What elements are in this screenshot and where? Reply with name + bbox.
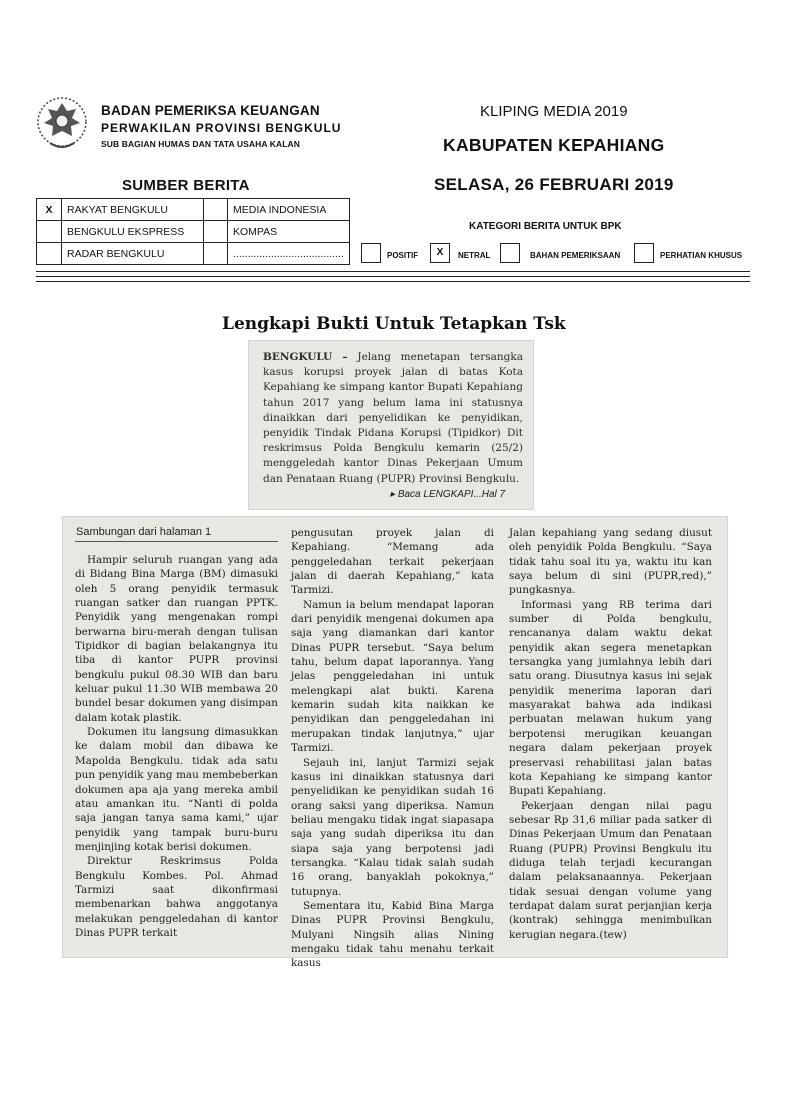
article-column-1 <box>75 553 278 940</box>
article-column-2 <box>291 526 494 971</box>
date-heading: SELASA, 26 FEBRUARI 2019 <box>434 175 674 194</box>
lead-clipping <box>248 340 534 510</box>
source-name: RADAR BENGKULU <box>62 243 204 265</box>
source-check-2 <box>204 243 228 265</box>
paragraph: Pekerjaan dengan nilai pagu sebesar Rp 31,6 miliar pada satker di Dinas Pekerjaan Umum dan Penataan Ruang (PUPR) Provinsi Bengkulu itu diduga telah terjadi kecurangan dalam pelaksanaannya. Pekerjaan tidak sesuai dengan volume yang terdapat dalam surat perjanjian kerja (kontrak) sehingga menimbulkan kerugian negara.(tew) <box>509 799 712 941</box>
source-row <box>37 221 350 243</box>
source-check-2 <box>204 221 228 243</box>
category-checkbox-perhatian <box>634 243 654 263</box>
category-label-perhatian: PERHATIAN KHUSUS <box>660 251 743 260</box>
source-row <box>37 199 350 221</box>
category-checkbox-bahan <box>500 243 520 263</box>
continuation-divider <box>75 541 278 542</box>
category-label-positif: POSITIF <box>387 251 419 260</box>
paragraph: Direktur Reskrimsus Polda Bengkulu Kombes. Pol. Ahmad Tarmizi saat dikonfirmasi membenarkan bahwa anggotanya melakukan penggeledahan di kantor Dinas PUPR terkait <box>75 855 278 939</box>
org-subdivision: SUB BAGIAN HUMAS DAN TATA USAHA KALAN <box>101 139 301 149</box>
bpk-emblem-logo <box>34 93 90 155</box>
paragraph: pengusutan proyek jalan di Kepahiang. “Memang ada penggeledahan terkait pekerjaan jalan di daerah Kepahiang,” kata Tarmizi. <box>291 527 494 597</box>
header-divider <box>36 271 750 272</box>
lead-paragraph <box>263 350 523 487</box>
category-heading: KATEGORI BERITA UNTUK BPK <box>469 221 622 232</box>
paragraph: Sejauh ini, lanjut Tarmizi sejak kasus ini dinaikkan statusnya dari penyelidikan ke penyidikan sudah 16 orang saksi yang diperiksa. Namun beliau mengaku tidak ingat siapasapa saja yang sudah diperiksa itu dan siapa saja yang berpotensi jadi tersangka. “Kalau tidak salah sudah 16 orang, banyaklah pokoknya,” tutupnya. <box>291 756 494 898</box>
org-branch: PERWAKILAN PROVINSI BENGKULU <box>101 121 342 135</box>
continued-link-text: Baca LENGKAPI...Hal 7 <box>397 489 506 500</box>
org-name: BADAN PEMERIKSA KEUANGAN <box>101 103 320 118</box>
source-name-2: ...................................... <box>228 243 350 265</box>
source-table <box>36 198 350 265</box>
category-checkbox-netral: X <box>430 243 450 263</box>
kabupaten-title: KABUPATEN KEPAHIANG <box>443 135 665 155</box>
category-label-netral: NETRAL <box>458 251 491 260</box>
source-heading: SUMBER BERITA <box>122 177 250 194</box>
dateline: BENGKULU – <box>263 351 348 363</box>
category-label-bahan: BAHAN PEMERIKSAAN <box>530 251 621 260</box>
header-divider <box>36 281 750 282</box>
source-name-2: KOMPAS <box>228 221 350 243</box>
paragraph: Sementara itu, Kabid Bina Marga Dinas PUPR Provinsi Bengkulu, Mulyani Ningsih alias Nining mengaku tidak tahu menahu terkait kasus <box>291 899 494 970</box>
paragraph: Informasi yang RB terima dari sumber di Polda bengkulu, rencananya dalam waktu dekat penyidik akan segera menetapkan tersangka yang jumlahnya lebih dari satu orang. Diusutnya kasus ini sejak penyidik menerima laporan dari masyarakat bahwa ada indikasi perbuatan melawan hukum yang berpotensi merugikan keuangan negara dalam pekerjaan proyek preservasi rehabilitasi jalan batas kota Kepahiang ke simpang kantor Bupati Kepahiang. <box>509 598 712 798</box>
source-check <box>37 243 62 265</box>
paragraph: Jalan kepahiang yang sedang diusut oleh penyidik Polda Bengkulu. “Saya tidak tahu soal itu ya, waktu itu kan saya belum di sini (PUPR,red),” pungkasnya. <box>509 527 712 597</box>
source-check: X <box>37 199 62 221</box>
source-name-2: MEDIA INDONESIA <box>228 199 350 221</box>
lead-text: Jelang menetapan tersangka kasus korupsi proyek jalan di batas Kota Kepahiang ke simpang kantor Bupati Kepahiang tahun 2017 yang belum lama ini statusnya dinaikkan dari penyelidikan ke penyidikan, penyidik Tindak Pidana Korupsi (Tipidkor) Dit reskrimsus Polda Bengkulu kemarin (25/2) menggeledah kantor Dinas Pekerjaan Umum dan Penataan Ruang (PUPR) Provinsi Bengkulu. <box>263 351 523 485</box>
continued-reference: ▸ Baca LENGKAPI...Hal 7 <box>390 489 506 500</box>
article-headline: Lengkapi Bukti Untuk Tetapkan Tsk <box>222 314 566 334</box>
source-check-2 <box>204 199 228 221</box>
source-row <box>37 243 350 265</box>
header-divider <box>36 276 750 277</box>
source-name: BENGKULU EKSPRESS <box>62 221 204 243</box>
kliping-title: KLIPING MEDIA 2019 <box>480 103 628 120</box>
paragraph: Dokumen itu langsung dimasukkan ke dalam mobil dan dibawa ke Mapolda Bengkulu. tidak ada satu pun penyidik yang mau membeberkan dokumen apa aja yang mereka ambil atau amankan itu. “Nanti di polda saja jangan tanya sama kami,” ujar penyidik yang tampak buru-buru menjinjing kotak berisi dokumen. <box>75 726 278 853</box>
category-checkbox-positif <box>361 243 381 263</box>
paragraph: Hampir seluruh ruangan yang ada di Bidang Bina Marga (BM) dimasuki oleh 5 orang penyidik termasuk ruangan satker dan ruangan PPTK. Penyidik yang mengenakan rompi berwarna biru-merah dengan tulisan Tipidkor di bagian belakangnya itu tiba di kantor PUPR provinsi bengkulu pukul 08.30 WIB dan baru keluar pukul 11.30 WIB membawa 20 bundel besar dokumen yang disimpan dalam kotak plastik. <box>75 554 278 724</box>
source-name: RAKYAT BENGKULU <box>62 199 204 221</box>
paragraph: Namun ia belum mendapat laporan dari penyidik mengenai dokumen apa saja yang diamankan dari kantor Dinas PUPR tersebut. “Saya belum tahu, belum dapat laporannya. Yang jelas penggeledahan ini untuk melengkapi alat bukti. Karena kemarin sudah kita naikkan ke penyidikan dan penggeledahan ini merupakan tindak lanjutnya,” ujar Tarmizi. <box>291 598 494 755</box>
article-column-3 <box>509 526 712 942</box>
source-check <box>37 221 62 243</box>
continuation-label: Sambungan dari halaman 1 <box>76 526 212 538</box>
